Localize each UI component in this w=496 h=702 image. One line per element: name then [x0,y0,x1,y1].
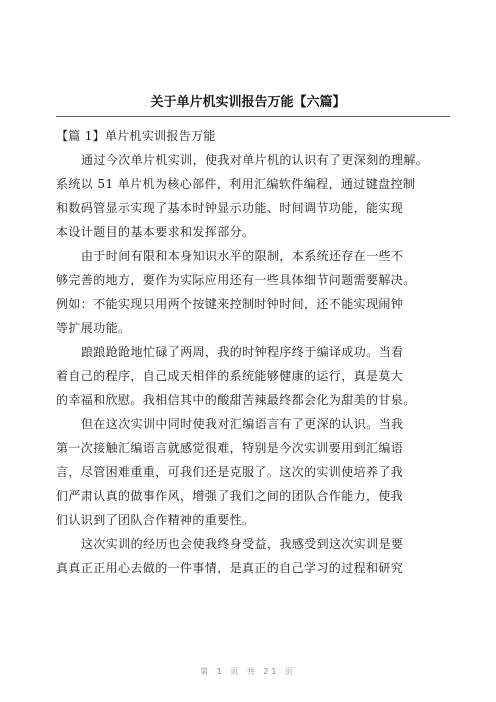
paragraph-line: 但在这次实训中同时使我对汇编语言有了更深的认识。当我 [81,417,404,431]
paragraph-line: 和数码管显示实现了基本时钟显示功能、时间调节功能，能实现 [56,201,404,215]
paragraph-line: 例如：不能实现只用两个按键来控制时钟时间，还不能实现闹钟 [56,297,404,311]
paragraph-line: 等扩展功能。 [56,321,131,335]
paragraph-line: 够完善的地方，要作为实际应用还有一些具体细节问题需要解决。 [56,273,416,287]
paragraph-line: 本设计题目的基本要求和发挥部分。 [56,225,255,239]
title-divider [56,116,450,117]
paragraph-line: 着自己的程序，自己成天相伴的系统能够健康的运行，真是莫大 [56,369,404,383]
paragraph-1 [56,148,448,244]
paragraph-line: 系统以 51 单片机为核心部件，利用汇编软件编程，通过键盘控制 [56,177,416,191]
paragraph-line: 这次实训的经历也会使我终身受益，我感受到这次实训是要 [81,537,404,551]
page-number-footer: 第 1 页 共 21 页 [200,667,296,676]
paragraph-4 [56,412,448,532]
paragraph-line: 由于时间有限和本身知识水平的限制，本系统还存在一些不 [81,249,404,263]
paragraph-line: 第一次接触汇编语言就感觉很难，特别是今次实训要用到汇编语 [56,441,404,455]
paragraph-3 [56,340,448,412]
section-heading: 【篇 1】单片机实训报告万能 [56,129,216,143]
document-title: 关于单片机实训报告万能【六篇】 [150,95,346,110]
document-body [56,124,448,580]
paragraph-line: 们严肃认真的做事作风，增强了我们之间的团队合作能力，使我 [56,489,404,503]
paragraph-line: 踉踉跄跄地忙碌了两周，我的时钟程序终于编译成功。当看 [81,345,404,359]
paragraph-line: 们认识到了团队合作精神的重要性。 [56,513,255,527]
paragraph-5 [56,532,448,580]
paragraph-2 [56,244,448,340]
paragraph-line: 言，尽管困难重重，可我们还是克服了。这次的实训使培养了我 [56,465,404,479]
paragraph-line: 真真正正用心去做的一件事情，是真正的自己学习的过程和研究 [56,561,404,575]
paragraph-line: 的幸福和欣慰。我相信其中的酸甜苦辣最终都会化为甜美的甘泉。 [56,393,416,407]
paragraph-line: 通过今次单片机实训，使我对单片机的认识有了更深刻的理解。 [81,153,429,167]
